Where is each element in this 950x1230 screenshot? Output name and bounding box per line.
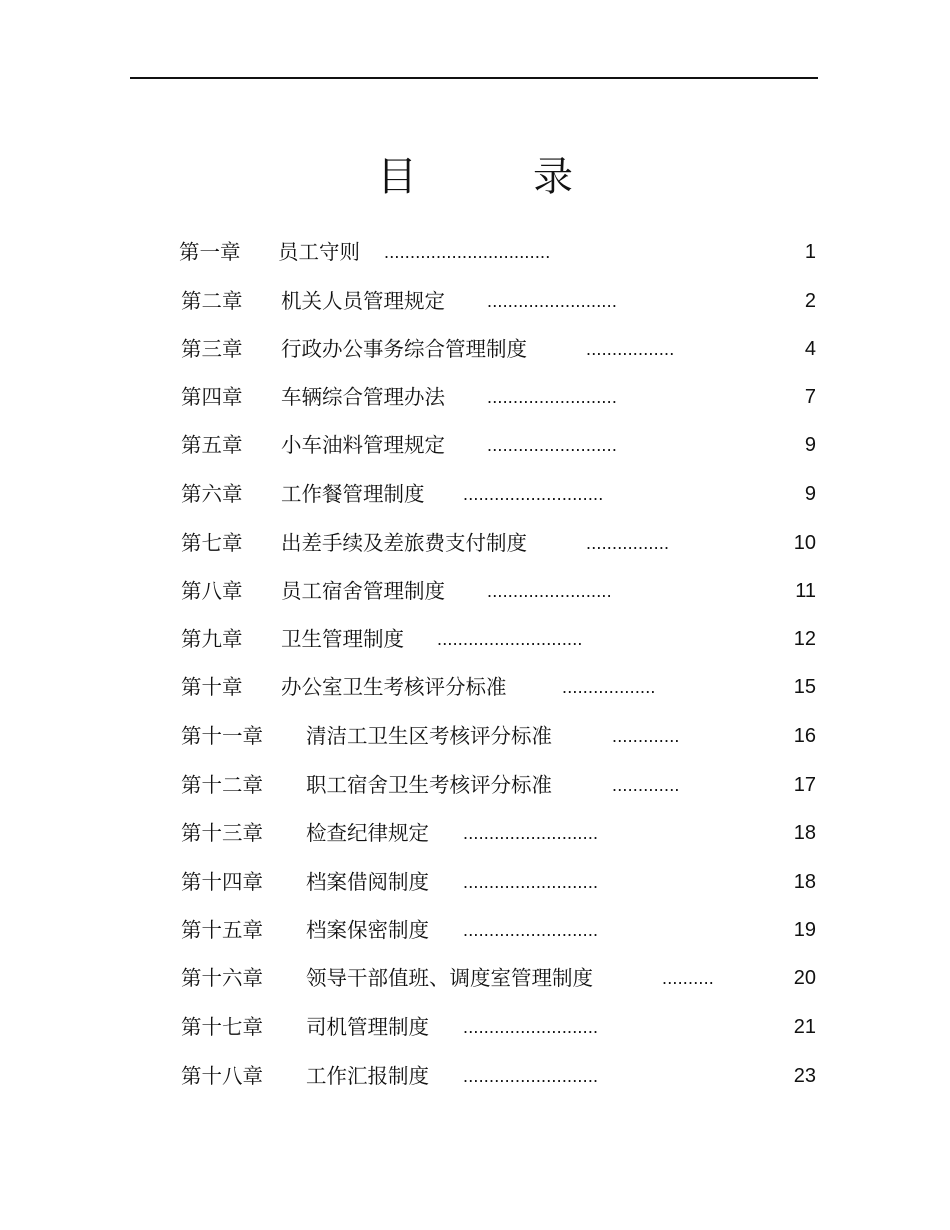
toc-title: 司机管理制度 [306,1015,429,1039]
toc-page-number: 1 [804,241,816,263]
toc-entry[interactable] [0,915,950,945]
toc-title: 职工宿舍卫生考核评分标准 [306,773,552,797]
toc-title: 工作汇报制度 [306,1064,429,1088]
toc-entry[interactable] [0,721,950,751]
toc-page-number: 23 [793,1065,816,1087]
toc-chapter: 第四章 [181,385,243,409]
toc-leader: .......................... [463,823,599,843]
toc-chapter: 第九章 [181,627,243,651]
toc-title: 小车油料管理规定 [281,433,445,457]
toc-entry[interactable] [0,430,950,460]
toc-page-number: 11 [795,580,816,602]
toc-page-number: 7 [804,386,816,408]
toc-leader: ................ [586,533,670,553]
toc-chapter: 第十二章 [181,773,263,797]
toc-leader: .......................... [463,1017,599,1037]
toc-leader: .................. [562,677,656,697]
toc-leader: .......... [662,968,715,988]
toc-title: 员工守则 [278,240,360,264]
toc-page-number: 16 [793,725,816,747]
toc-entry[interactable] [0,770,950,800]
toc-leader: ................. [586,339,675,359]
toc-page-number: 20 [793,967,816,989]
toc-page-number: 9 [804,434,816,456]
toc-entry[interactable] [0,1012,950,1042]
toc-chapter: 第八章 [181,579,243,603]
toc-page-number: 19 [793,919,816,941]
toc-page-number: 2 [804,290,816,312]
toc-chapter: 第五章 [181,433,243,457]
toc-title: 工作餐管理制度 [281,482,425,506]
toc-page-number: 17 [793,774,816,796]
toc-chapter: 第十五章 [181,918,263,942]
toc-title: 车辆综合管理办法 [281,385,445,409]
toc-title: 办公室卫生考核评分标准 [281,675,507,699]
toc-title: 档案保密制度 [306,918,429,942]
toc-title: 行政办公事务综合管理制度 [281,337,527,361]
toc-entry[interactable] [0,963,950,993]
toc-title: 卫生管理制度 [281,627,404,651]
toc-title: 领导干部值班、调度室管理制度 [306,966,593,990]
toc-chapter: 第二章 [181,289,243,313]
toc-title: 机关人员管理规定 [281,289,445,313]
toc-leader: ............. [612,726,680,746]
toc-leader: .......................... [463,920,599,940]
toc-chapter: 第十七章 [181,1015,263,1039]
toc-leader: .......................... [463,1066,599,1086]
toc-entry[interactable] [0,237,950,267]
toc-page-number: 15 [793,676,816,698]
toc-entry[interactable] [0,818,950,848]
toc-entry[interactable] [0,479,950,509]
toc-title: 出差手续及差旅费支付制度 [281,531,527,555]
toc-entry[interactable] [0,286,950,316]
toc-entry[interactable] [0,334,950,364]
toc-leader: ......................... [487,387,618,407]
toc-chapter: 第十四章 [181,870,263,894]
toc-leader: ............. [612,775,680,795]
toc-chapter: 第七章 [181,531,243,555]
toc-entry[interactable] [0,624,950,654]
toc-chapter: 第十六章 [181,966,263,990]
toc-entry[interactable] [0,1061,950,1091]
toc-chapter: 第十三章 [181,821,263,845]
toc-title: 清洁工卫生区考核评分标准 [306,724,552,748]
toc-leader: ........................ [487,581,612,601]
toc-chapter: 第十一章 [181,724,263,748]
toc-page-number: 21 [793,1016,816,1038]
toc-chapter: 第一章 [179,240,241,264]
toc-leader: ......................... [487,291,618,311]
toc-leader: ................................ [384,242,551,262]
toc-leader: .......................... [463,872,599,892]
toc-chapter: 第十章 [181,675,243,699]
toc-page-number: 12 [793,628,816,650]
toc-page-number: 4 [804,338,816,360]
toc-title: 检查纪律规定 [306,821,429,845]
toc-page-number: 18 [793,871,816,893]
page-title: 目 录 [377,154,611,200]
toc-leader: ......................... [487,435,618,455]
toc-title: 档案借阅制度 [306,870,429,894]
toc-entry[interactable] [0,672,950,702]
toc-leader: ............................ [437,629,583,649]
toc-page-number: 9 [804,483,816,505]
toc-chapter: 第三章 [181,337,243,361]
toc-page-number: 18 [793,822,816,844]
toc-leader: ........................... [463,484,604,504]
toc-chapter: 第十八章 [181,1064,263,1088]
toc-chapter: 第六章 [181,482,243,506]
toc-entry[interactable] [0,528,950,558]
toc-entry[interactable] [0,867,950,897]
toc-page-number: 10 [793,532,816,554]
toc-title: 员工宿舍管理制度 [281,579,445,603]
toc-entry[interactable] [0,382,950,412]
toc-entry[interactable] [0,576,950,606]
